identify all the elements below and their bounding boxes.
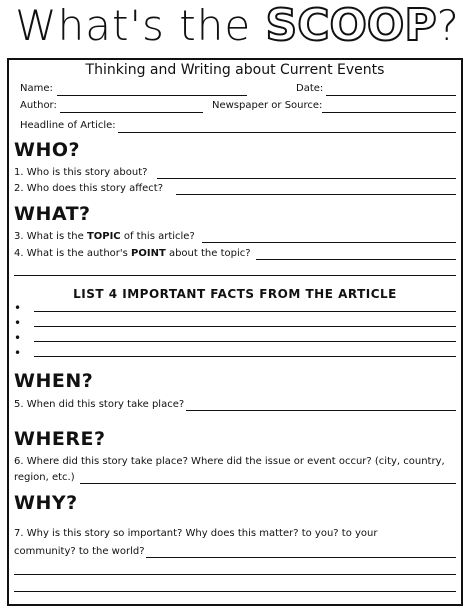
name-label: Name:: [20, 83, 53, 94]
date-field[interactable]: [326, 95, 456, 96]
question-6-line-2: region, etc.): [14, 472, 75, 483]
name-field[interactable]: [57, 95, 247, 96]
question-7-line-2: community? to the world?: [14, 546, 145, 557]
question-3-pre: 3. What is the: [14, 231, 87, 242]
question-3: [14, 231, 195, 242]
answer-7-line-2[interactable]: [14, 574, 456, 575]
title-part-1: What's the: [15, 1, 266, 50]
answer-3-line[interactable]: [202, 242, 456, 243]
answer-5-line[interactable]: [186, 410, 456, 411]
author-label: Author:: [20, 100, 57, 111]
answer-1-line[interactable]: [157, 178, 456, 179]
title-scoop: SCOOP: [265, 0, 437, 51]
source-field[interactable]: [322, 112, 456, 113]
fact-bullet-3: •: [14, 331, 22, 345]
worksheet-title: [0, 0, 474, 58]
fact-bullet-4: •: [14, 346, 22, 360]
fact-line-1[interactable]: [34, 311, 456, 312]
where-heading: WHERE?: [14, 428, 106, 450]
subtitle: Thinking and Writing about Current Events: [85, 62, 385, 78]
question-2: 2. Who does this story affect?: [14, 183, 164, 194]
question-3-topic: TOPIC: [86, 231, 121, 242]
question-5: 5. When did this story take place?: [14, 399, 185, 410]
date-label: Date:: [296, 83, 324, 94]
headline-label: Headline of Article:: [20, 120, 116, 131]
question-4-post: about the topic?: [165, 248, 251, 259]
answer-7-line-1[interactable]: [146, 557, 456, 558]
question-6-line-1: 6. Where did this story take place? Where did the issue or event occur? (city, country,: [14, 456, 445, 467]
answer-6-line[interactable]: [80, 483, 456, 484]
fact-bullet-2: •: [14, 316, 22, 330]
source-label: Newspaper or Source:: [212, 100, 323, 111]
fact-line-3[interactable]: [34, 341, 456, 342]
why-heading: WHY?: [14, 492, 78, 514]
answer-4-line-2[interactable]: [14, 275, 456, 276]
question-3-post: of this article?: [120, 231, 195, 242]
fact-line-4[interactable]: [34, 356, 456, 357]
what-heading: WHAT?: [14, 203, 91, 225]
headline-field[interactable]: [118, 132, 456, 133]
facts-heading: LIST 4 IMPORTANT FACTS FROM THE ARTICLE: [73, 287, 397, 301]
question-4-point: POINT: [131, 248, 166, 259]
fact-bullet-1: •: [14, 301, 22, 315]
answer-2-line[interactable]: [176, 194, 456, 195]
answer-7-line-3[interactable]: [14, 591, 456, 592]
author-field[interactable]: [60, 112, 203, 113]
title-question-mark: ?: [436, 1, 459, 50]
question-4: [14, 248, 251, 259]
when-heading: WHEN?: [14, 370, 94, 392]
answer-4-line[interactable]: [256, 259, 456, 260]
question-4-pre: 4. What is the author's: [14, 248, 132, 259]
fact-line-2[interactable]: [34, 326, 456, 327]
question-7-line-1: 7. Why is this story so important? Why does this matter? to you? to your: [14, 528, 378, 539]
question-1: 1. Who is this story about?: [14, 167, 148, 178]
who-heading: WHO?: [14, 139, 81, 161]
